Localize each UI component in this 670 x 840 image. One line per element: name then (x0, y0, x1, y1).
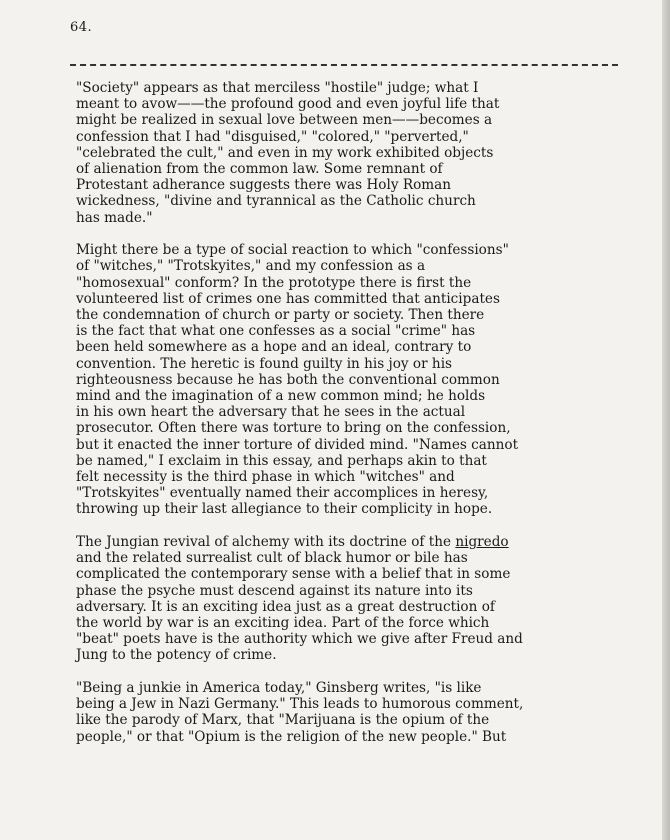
text-line: Jung to the potency of crime. (76, 647, 277, 664)
text-line: "celebrated the cult," and even in my work exhibited objects (76, 144, 494, 161)
text-line: be named," I exclaim in this essay, and perhaps akin to that (76, 452, 487, 469)
text-line: might be realized in sexual love between men——becomes a (76, 112, 493, 129)
text-line: righteousness because he has both the conventional common (76, 371, 500, 388)
text-line: being a Jew in Nazi Germany." This leads to humorous comment, (76, 696, 524, 713)
text-line: mind and the imagination of a new common mind; he holds (76, 388, 486, 405)
text-line: of "witches," "Trotskyites," and my confession as a (76, 258, 426, 275)
text-line: "homosexual" conform? In the prototype there is first the (76, 274, 472, 291)
paragraph-3 (76, 534, 636, 664)
text-line: has made." (76, 209, 153, 226)
text-line: of alienation from the common law. Some remnant of (76, 161, 443, 178)
paragraph-1 (76, 80, 636, 226)
text-line: convention. The heretic is found guilty in his joy or his (76, 355, 453, 372)
text-line: "Being a junkie in America today," Ginsberg writes, "is like (76, 680, 482, 697)
text-line: "beat" poets have is the authority which we give after Freud and (76, 631, 523, 648)
text-line: wickedness, "divine and tyrannical as the Catholic church (76, 193, 476, 210)
text-line: and the related surrealist cult of black humor or bile has (76, 550, 468, 567)
page-edge (662, 0, 670, 840)
text-line: volunteered list of crimes one has committed that anticipates (76, 290, 500, 307)
text-line: Protestant adherance suggests there was Holy Roman (76, 177, 451, 194)
text-line: adversary. It is an exciting idea just as a great destruction of (76, 598, 495, 615)
text-line: in his own heart the adversary that he sees in the actual (76, 404, 466, 421)
dashed-divider (70, 64, 618, 66)
text-line: The Jungian revival of alchemy with its doctrine of the nigredo (76, 534, 509, 551)
text-line: is the fact that what one confesses as a social "crime" has (76, 323, 476, 340)
page-number: 64. (70, 20, 93, 35)
text-line: the world by war is an exciting idea. Part of the force which (76, 615, 490, 632)
underlined-word: nigredo (455, 534, 509, 551)
body-text (76, 80, 636, 761)
text-line: people," or that "Opium is the religion of the new people." But (76, 728, 507, 745)
text-line: throwing up their last allegiance to their complicity in hope. (76, 501, 493, 518)
paragraph-2 (76, 242, 636, 517)
text-line: prosecutor. Often there was torture to bring on the confession, (76, 420, 511, 437)
text-line: felt necessity is the third phase in which "witches" and (76, 469, 455, 486)
paragraph-4 (76, 680, 636, 745)
text-line: like the parody of Marx, that "Marijuana is the opium of the (76, 712, 490, 729)
text-line: confession that I had "disguised," "colored," "perverted," (76, 128, 469, 145)
text-line: but it enacted the inner torture of divided mind. "Names cannot (76, 436, 519, 453)
text-line: "Trotskyites" eventually named their accomplices in heresy, (76, 485, 489, 502)
text-line: meant to avow——the profound good and even joyful life that (76, 96, 500, 113)
text-line: phase the psyche must descend against its nature into its (76, 582, 473, 599)
text-line: "Society" appears as that merciless "hostile" judge; what I (76, 80, 479, 96)
text-line: been held somewhere as a hope and an ideal, contrary to (76, 339, 472, 356)
text-line: complicated the contemporary sense with a belief that in some (76, 566, 511, 583)
text-line: Might there be a type of social reaction to which "confessions" (76, 242, 509, 259)
text-line: the condemnation of church or party or society. Then there (76, 307, 485, 324)
